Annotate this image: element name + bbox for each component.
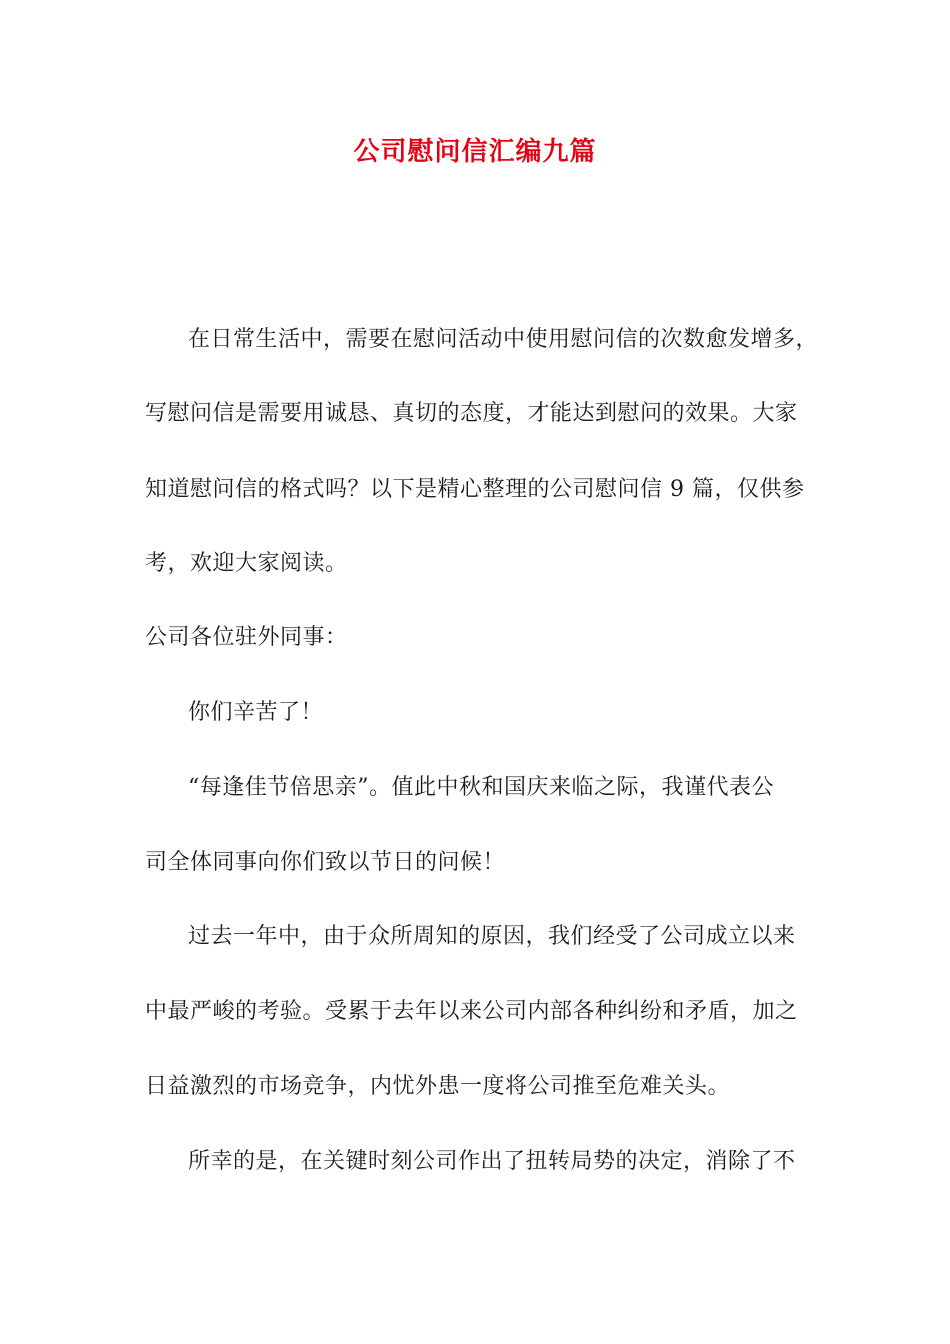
paragraph-line: 所幸的是，在关键时刻公司作出了扭转局势的决定，消除了不 — [188, 1149, 796, 1174]
paragraph-line: 知道慰问信的格式吗？以下是精心整理的公司慰问信 9 篇，仅供参 — [145, 477, 805, 502]
paragraph-line: 中最严峻的考验。受累于去年以来公司内部各种纠纷和矛盾，加之 — [145, 999, 798, 1024]
paragraph-line: 你们辛苦了！ — [188, 700, 324, 725]
paragraph-line: “每逢佳节倍思亲”。值此中秋和国庆来临之际，我谨代表公 — [188, 775, 774, 800]
document-title: 公司慰问信汇编九篇 — [353, 137, 597, 167]
paragraph-line: 在日常生活中，需要在慰问活动中使用慰问信的次数愈发增多， — [188, 327, 819, 352]
paragraph-line: 考，欢迎大家阅读。 — [145, 551, 348, 576]
salutation-line: 公司各位驻外同事： — [145, 625, 348, 650]
paragraph-line: 日益激烈的市场竞争，内忧外患一度将公司推至危难关头。 — [145, 1074, 731, 1099]
paragraph-line: 过去一年中，由于众所周知的原因，我们经受了公司成立以来 — [188, 924, 796, 949]
paragraph-line: 写慰问信是需要用诚恳、真切的态度，才能达到慰问的效果。大家 — [145, 401, 798, 426]
paragraph-line: 司全体同事向你们致以节日的问候！ — [145, 850, 506, 875]
